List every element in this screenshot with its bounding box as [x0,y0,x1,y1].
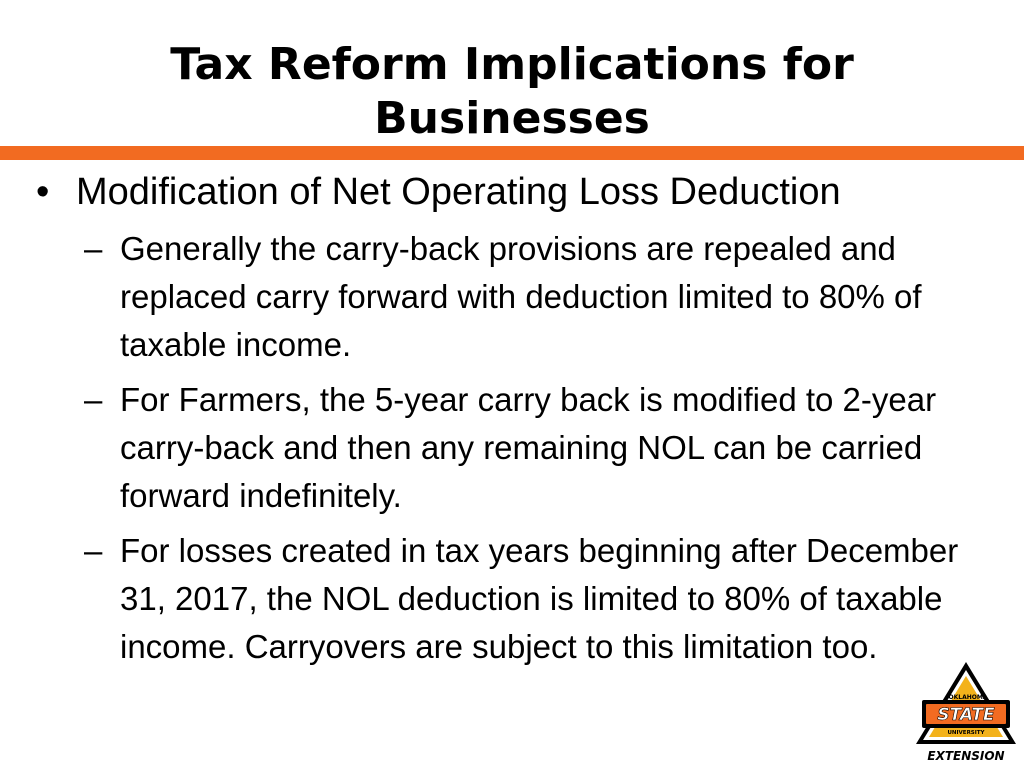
logo-sub-text: UNIVERSITY [947,730,985,736]
subbullet-text: For losses created in tax years beginning after December 31, 2017, the NOL deduction is limited to 80% of taxable income. Carryovers are subject to this limitation too. [120,532,959,665]
slide-title: Tax Reform Implications for Businesses [170,39,854,144]
subbullet-mark: – [84,381,103,418]
logo-main-text: STATE [937,705,995,725]
subbullet-text: Generally the carry-back provisions are repealed and replaced carry forward with deduction limited to 80% of taxable income. [120,230,922,363]
osu-extension-logo [912,660,1020,764]
logo-top-text: OKLAHOMA [948,694,988,701]
subbullet-mark: – [84,230,103,267]
title-divider [0,146,1024,160]
bullet-mark: • [36,171,50,213]
subbullet-text: For Farmers, the 5-year carry back is modified to 2-year carry-back and then any remaining NOL can be carried forward indefinitely. [120,381,937,514]
logo-bottom-text: EXTENSION [927,749,1005,763]
subbullet-list [30,225,1005,671]
subbullet-item [30,527,1005,671]
subbullet-mark: – [84,532,103,569]
bullet-text: Modification of Net Operating Loss Deduction [76,171,841,213]
subbullet-item [30,225,1005,369]
subbullet-item [30,376,1005,520]
slide-content [30,166,1005,671]
bullet-item [30,166,1005,218]
